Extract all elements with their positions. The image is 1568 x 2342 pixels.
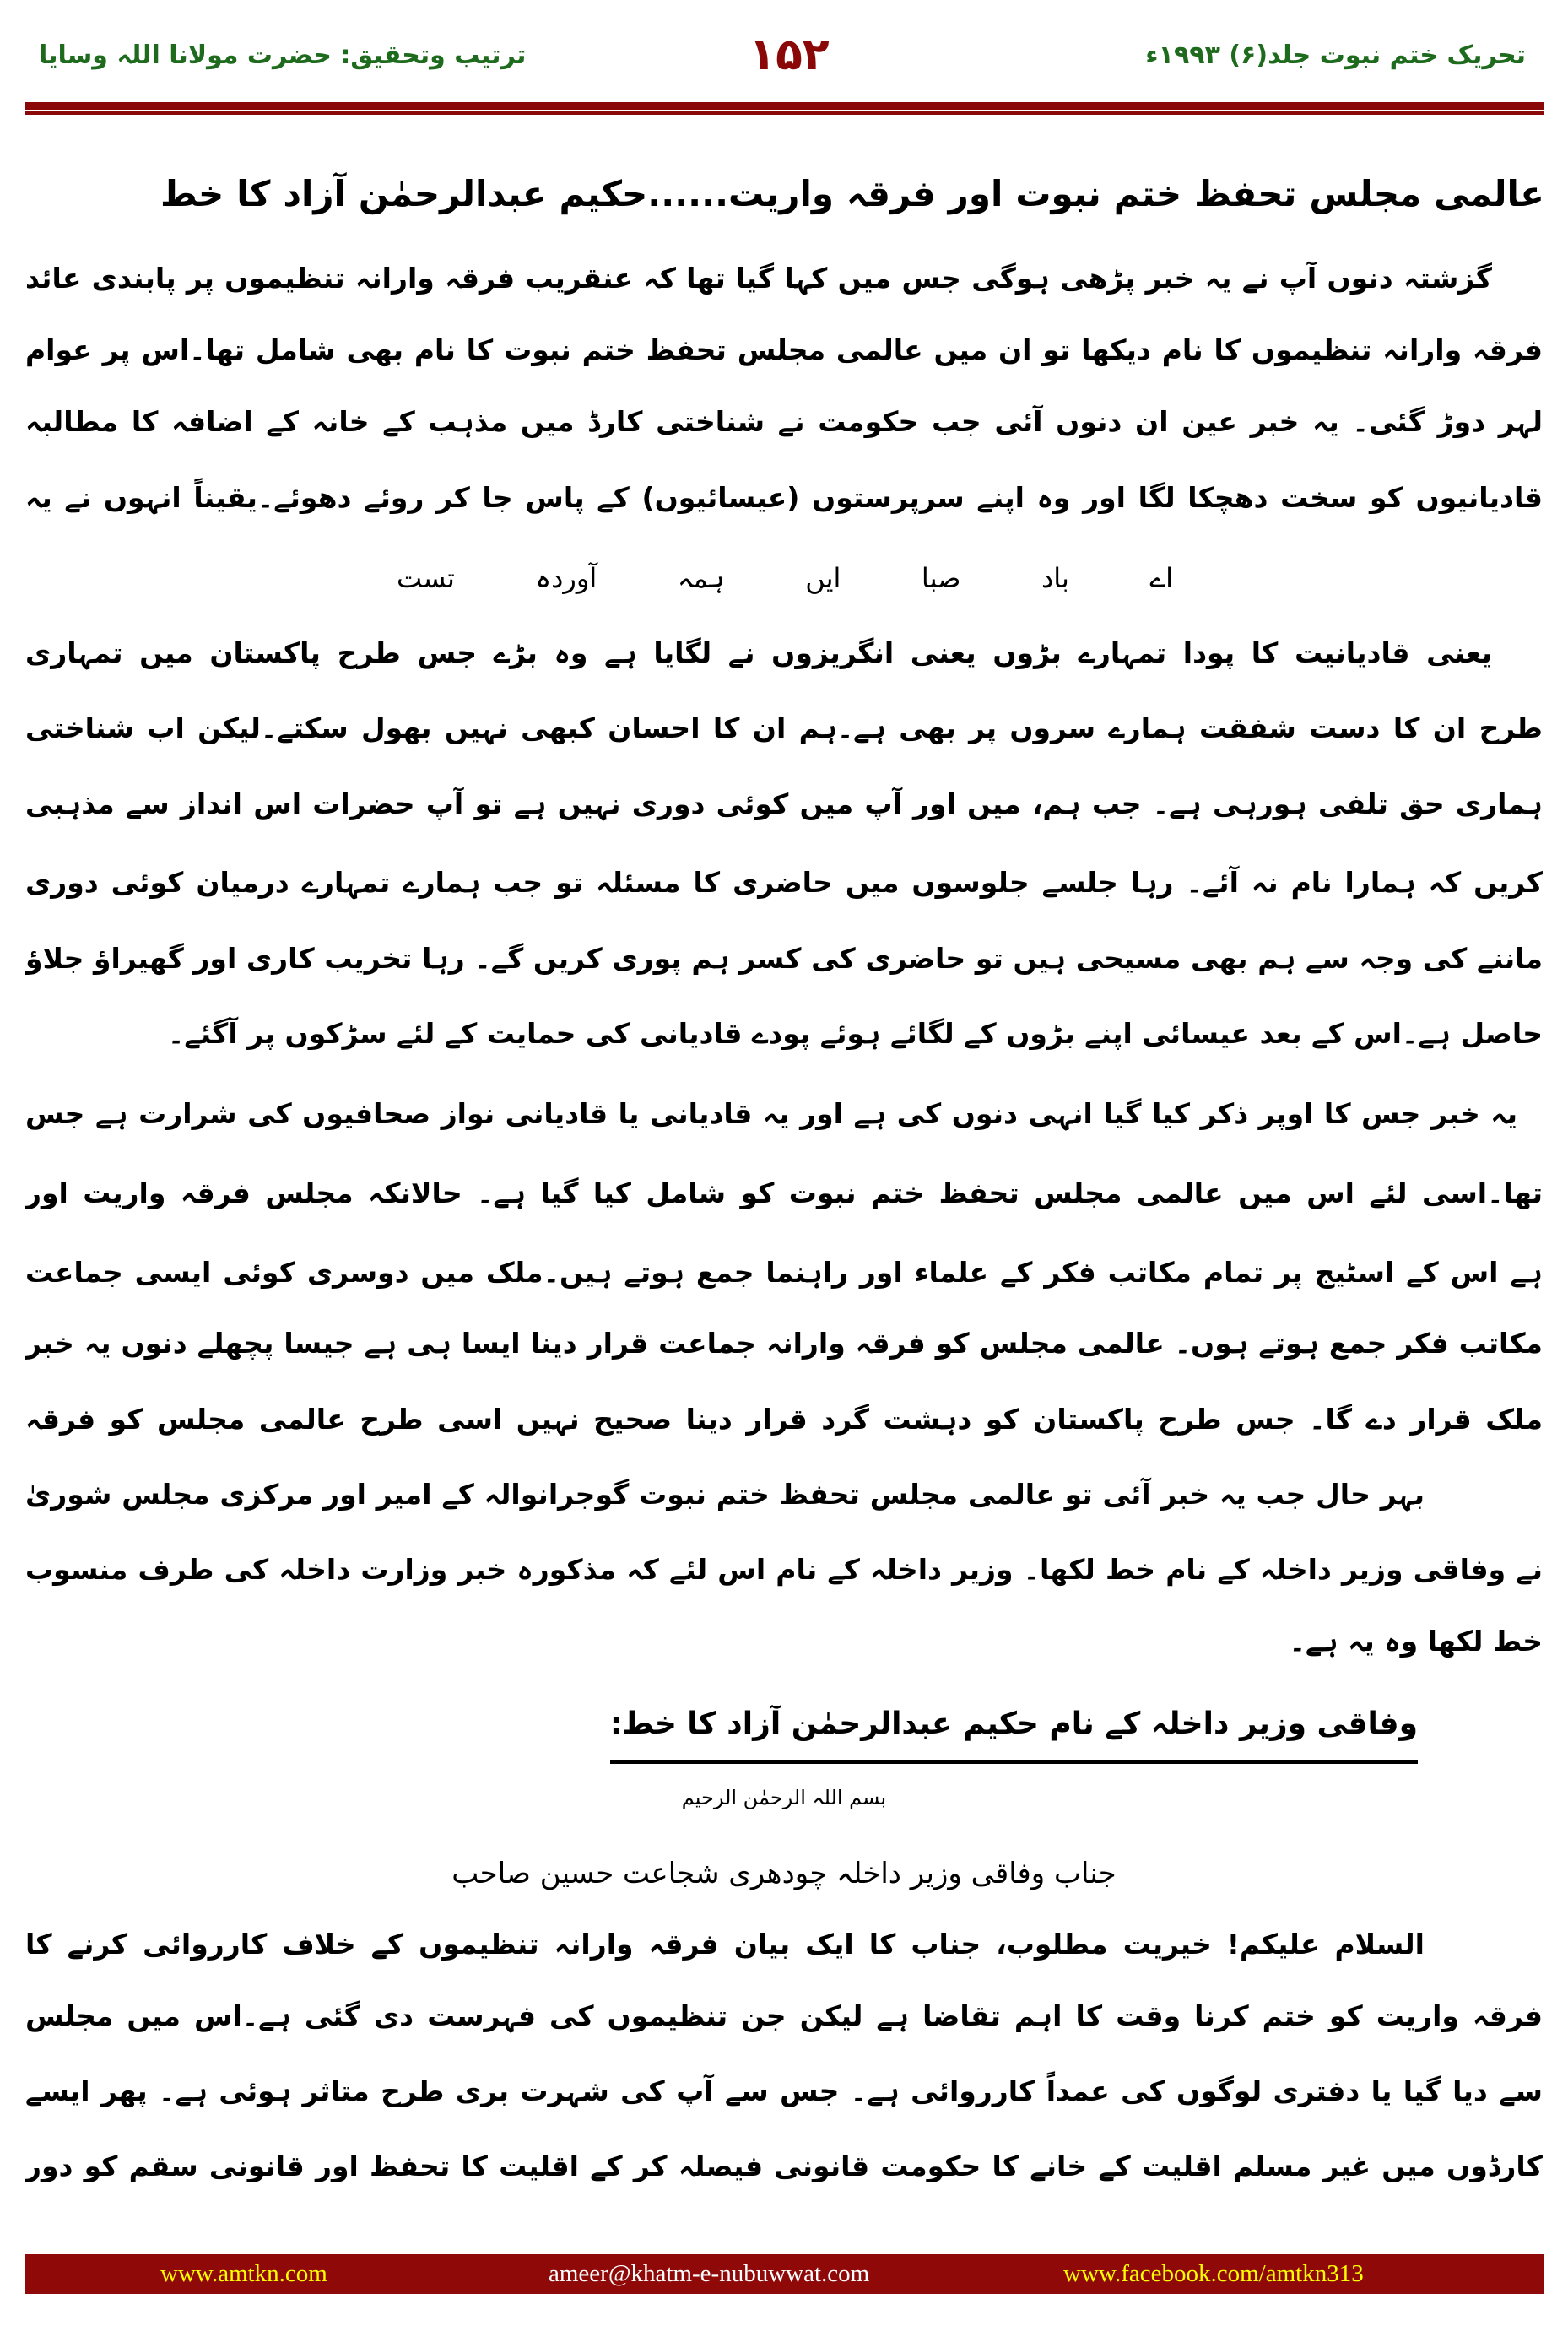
text-line: فرقہ وارانہ تنظیموں کا نام دیکھا تو ان میں عالمی مجلس تحفظ ختم نبوت کا نام بھی شامل تھا۔اس پر عوام (25, 333, 1543, 366)
compiler-credit: ترتیب وتحقیق: حضرت مولانا اللہ وسایا (39, 41, 527, 70)
header-rule (25, 102, 1544, 110)
letter-heading: وفاقی وزیر داخلہ کے نام حکیم عبدالرحمٰن آزاد کا خط: (610, 1692, 1418, 1764)
letter-addressee: جناب وفاقی وزیر داخلہ چودھری شجاعت حسین صاحب (451, 1857, 1117, 1890)
text-line: ہماری حق تلفی ہورہی ہے۔ جب ہم، میں اور آپ میں کوئی دوری نہیں ہے تو آپ حضرات اس انداز سے مذہبی (25, 787, 1543, 820)
page-number: ۱۵۲ (749, 30, 830, 80)
text-line: یہ خبر جس کا اوپر ذکر کیا گیا انہی دنوں کی ہے اور یہ قادیانی یا قادیانی نواز صحافیوں کی شرارت ہے جس (25, 1097, 1517, 1130)
poem-word: باد (1041, 562, 1069, 594)
book-title: تحریک ختم نبوت جلد(۶) ۱۹۹۳ء (1145, 41, 1526, 70)
poem-word: ایں (805, 562, 841, 594)
poem-word: تست (397, 562, 455, 594)
text-line: حاصل ہے۔اس کے بعد عیسائی اپنے بڑوں کے لگائے ہوئے پودے قادیانی کی حمایت کے لئے سڑکوں پر آگئے۔ (168, 1017, 1543, 1050)
text-line: تھا۔اسی لئے اس میں عالمی مجلس تحفظ ختم نبوت کو شامل کیا گیا ہے۔ حالانکہ مجلس فرقہ واریت اور (25, 1176, 1543, 1209)
text-line: گزشتہ دنوں آپ نے یہ خبر پڑھی ہوگی جس میں کہا گیا تھا کہ عنقریب فرقہ وارانہ تنظیموں پر پابندی عائد (25, 262, 1492, 295)
text-line: السلام علیکم! خیریت مطلوب، جناب کا ایک بیان فرقہ وارانہ تنظیموں کے خلاف کارروائی کرنے کا (25, 1928, 1425, 1961)
text-line: قادیانیوں کو سخت دھچکا لگا اور وہ اپنے سرپرستوں (عیسائیوں) کے پاس جا کر روئے دھوئے۔یقیناً انہوں نے یہ (25, 481, 1543, 514)
text-line: ملک قرار دے گا۔ جس طرح پاکستان کو دہشت گرد قرار دینا صحیح نہیں اسی طرح عالمی مجلس کو فرقہ (25, 1403, 1543, 1436)
poem-word: صبا (921, 562, 961, 594)
text-line: لہر دوڑ گئی۔ یہ خبر عین ان دنوں آئی جب حکومت نے شناختی کارڈ میں مذہب کے خانہ کے اضافہ کا مطالبہ (25, 405, 1543, 438)
header-rule-thin (25, 111, 1544, 115)
text-line: مکاتب فکر جمع ہوتے ہوں۔ عالمی مجلس کو فرقہ وارانہ جماعت قرار دینا ایسا ہی ہے جیسا پچھلے دنوں یہ خبر (25, 1327, 1543, 1360)
text-line: خط لکھا وہ یہ ہے۔ (1289, 1625, 1543, 1658)
facebook-link[interactable]: www.facebook.com/amtkn313 (1063, 2260, 1364, 2287)
poem-verse (397, 549, 1173, 608)
text-line: ماننے کی وجہ سے ہم بھی مسیحی ہیں تو حاضری کی کسر ہم پوری کریں گے۔ رہا تخریب کاری اور گھیراؤ جلاؤ (25, 942, 1543, 975)
poem-word: آوردہ (535, 562, 597, 594)
text-line: ہے اس کے اسٹیج پر تمام مکاتب فکر کے علماء اور راہنما جمع ہوتے ہیں۔ملک میں دوسری کوئی ایسی جماعت (25, 1256, 1543, 1289)
text-line: بہر حال جب یہ خبر آئی تو عالمی مجلس تحفظ ختم نبوت گوجرانوالہ کے امیر اور مرکزی مجلس شوریٰ (25, 1478, 1425, 1511)
article-title: عالمی مجلس تحفظ ختم نبوت اور فرقہ واریت......حکیم عبدالرحمٰن آزاد کا خط (160, 173, 1544, 214)
poem-word: ہمہ (677, 562, 725, 594)
bismillah: بسم اللہ الرحمٰن الرحیم (681, 1786, 887, 1809)
text-line: فرقہ واریت کو ختم کرنا وقت کا اہم تقاضا ہے لیکن جن تنظیموں کی فہرست دی گئی ہے۔اس میں مجلس (25, 1999, 1543, 2032)
website-link[interactable]: www.amtkn.com (160, 2260, 327, 2287)
text-line: نے وفاقی وزیر داخلہ کے نام خط لکھا۔ وزیر داخلہ کے نام اس لئے کہ مذکورہ خبر وزارت داخلہ کی طرف منسوب (25, 1553, 1543, 1586)
footer-bar (25, 2254, 1544, 2294)
text-line: طرح ان کا دست شفقت ہمارے سروں پر بھی ہے۔ہم ان کا احسان کبھی نہیں بھول سکتے۔لیکن اب شناختی (25, 711, 1543, 744)
poem-word: اے (1149, 562, 1173, 594)
text-line: کارڈوں میں غیر مسلم اقلیت کے خانے کا حکومت قانونی فیصلہ کر کے اقلیت کا تحفظ اور قانونی سقم کو دور (25, 2150, 1543, 2182)
email-link[interactable]: ameer@khatm-e-nubuwwat.com (549, 2260, 870, 2287)
text-line: کریں کہ ہمارا نام نہ آئے۔ رہا جلسے جلوسوں میں حاضری کا مسئلہ تو جب ہمارے تمہارے درمیان کوئی دوری (25, 866, 1543, 899)
text-line: سے دیا گیا یا دفتری لوگوں کی عمداً کارروائی ہے۔ جس سے آپ کی شہرت بری طرح متاثر ہوئی ہے۔ پھر ایسے (25, 2074, 1543, 2107)
text-line: یعنی قادیانیت کا پودا تمہارے بڑوں یعنی انگریزوں نے لگایا ہے وہ بڑے جس طرح پاکستان میں تمہاری (25, 636, 1492, 669)
